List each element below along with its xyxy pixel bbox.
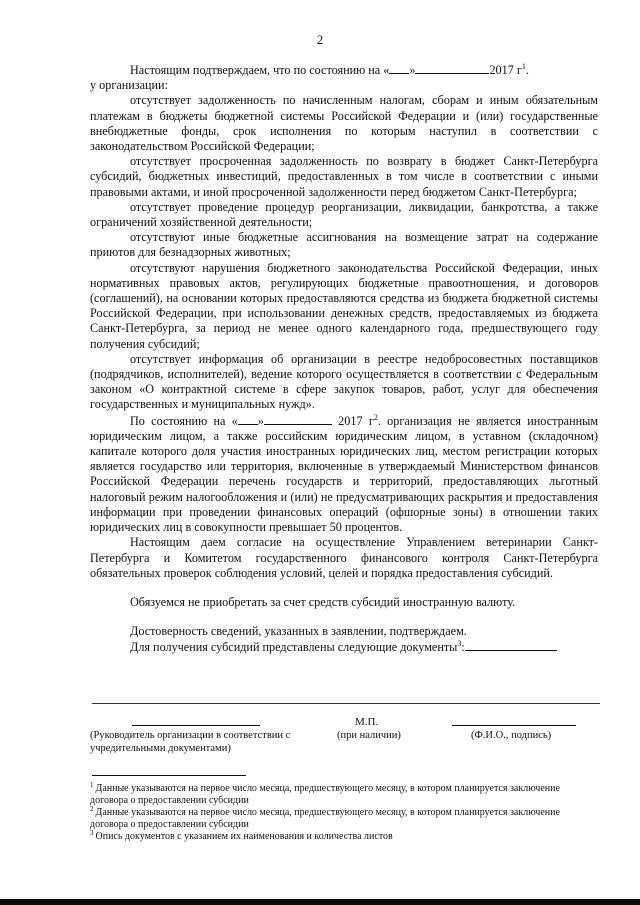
footnote-item	[90, 828, 595, 843]
confirm-intro-suffix: .	[525, 63, 529, 77]
day-blank	[238, 413, 258, 425]
footnote-number: 3	[90, 828, 94, 837]
documents-colon: :	[461, 640, 465, 655]
head-signature-line	[132, 725, 260, 726]
documents-rule	[92, 703, 600, 704]
fio-signature-line	[452, 725, 576, 726]
fio-label: (Ф.И.О., подпись)	[471, 730, 552, 741]
documents-text: Для получения субсидий представлены следующие документы	[130, 640, 458, 655]
footnote-ref-1: 1	[521, 61, 526, 71]
condition-paragraph: отсутствует проведение процедур реорганизации, ликвидации, банкротства, а также ограничений хозяйственной деятельности;	[90, 199, 598, 230]
condition-paragraph: отсутствует информация об организации в реестре недобросовестных поставщиков (подрядчиков, исполнителей), ведение которого осуществляется в соответствии с Федеральным законом «О контрактной системе в сфере закупок товаров, работ, услуг для обеспечения государственных и муниципальных нужд».	[90, 351, 598, 412]
stamp-note: (при наличии)	[337, 730, 401, 741]
footnote-number: 2	[90, 804, 94, 813]
footnote-separator	[92, 775, 246, 776]
condition-paragraph: отсутствует задолженность по начисленным налогам, сборам и иным обязательным платежам в бюджеты бюджетной системы Российской Федерации и (или) государственные внебюджетные фонды, срок исполнения по которым наступил в соответствии с законодательством Российской Федерации;	[90, 93, 598, 154]
month-blank	[264, 413, 332, 425]
condition-paragraph: отсутствуют иные бюджетные ассигнования на возмещение затрат на содержание приютов для безнадзорных животных;	[90, 230, 598, 260]
state-paragraph	[90, 413, 598, 536]
confirm-intro-paragraph	[90, 62, 598, 78]
confirm-intro-prefix: Настоящим подтверждаем, что по состоянию на «	[130, 63, 390, 77]
head-label: (Руководитель организации в соответствии с учредительными документами)	[90, 730, 291, 754]
state-quote: »	[257, 413, 264, 428]
footnote-number: 1	[90, 780, 94, 789]
confirm-intro-tail: у организации:	[90, 78, 168, 93]
condition-paragraph: отсутствуют нарушения бюджетного законодательства Российской Федерации, иных нормативных правовых актов, регулирующих бюджетные правоотношения, и договоров (соглашений), на основании которых предоставляются средства из бюджета бюджетной системы Российской Федерации, при использовании денежных средств, предоставляемых из бюджета Санкт-Петербурга, за период не менее одного календарного года, предшествующего году получения субсидий;	[90, 260, 598, 351]
footnote-text: Данные указываются на первое число месяца, предшествующего месяцу, в котором планируется заключение договора о предоставлении субсидии	[90, 783, 560, 806]
footnote-ref-2: 2	[373, 412, 378, 422]
footnote-text: Опись документов с указанием их наименования и количества листов	[95, 831, 393, 842]
state-text: . организация не является иностранным юридическим лицом, а также российским юридическим лицом, в уставном (складочном) капитале которого доля участия иностранных юридических лиц, местом регистрации которых является государство или территория, включенные в утверждаемый Министерством финансов Российской Федерации перечень государств и территорий, предоставляющих льготный налоговый режим налогообложения и (или) не предусматривающих раскрытия и предоставления информации при проведении финансовых операций (офшорные зоны) в отношении таких юридических лиц в совокупности превышает 50 процентов.	[90, 413, 599, 535]
confirm-intro-quote: »	[409, 63, 416, 77]
footnote-item	[90, 804, 595, 831]
footnotes	[90, 780, 595, 843]
confirm-intro-year: 2017 г	[489, 63, 522, 77]
month-blank	[415, 62, 489, 74]
reliability-paragraph: Достоверность сведений, указанных в заявлении, подтверждаем.	[130, 624, 467, 639]
scan-edge-band	[0, 899, 640, 905]
documents-paragraph	[90, 639, 598, 655]
stamp-place-label: М.П.	[355, 716, 379, 728]
footnote-item	[90, 780, 595, 807]
documents-blank	[465, 639, 557, 651]
condition-paragraph: отсутствует просроченная задолженность по возврату в бюджет Санкт-Петербурга субсидий, бюджетных инвестиций, предоставленных в том числе в соответствии с иными правовыми актами, и иной просроченной задолженности перед бюджетом Санкт-Петербурга;	[90, 154, 598, 199]
footnote-ref-3: 3	[457, 639, 462, 649]
consent-paragraph: Настоящим даем согласие на осуществление Управлением ветеринарии Санкт-Петербурга и Комитетом государственного финансового контроля Санкт-Петербурга обязательных проверок соблюдения условий, целей и порядка предоставления субсидий.	[90, 535, 598, 580]
currency-paragraph: Обязуемся не приобретать за счет средств субсидий иностранную валюту.	[130, 594, 516, 609]
footnote-text: Данные указываются на первое число месяца, предшествующего месяцу, в котором планируется заключение договора о предоставлении субсидии	[90, 807, 560, 830]
day-blank	[389, 62, 409, 74]
state-year: 2017 г	[338, 413, 374, 428]
document-body	[90, 62, 598, 656]
page-number: 2	[316, 32, 324, 47]
state-prefix: По состоянию на «	[130, 413, 238, 428]
